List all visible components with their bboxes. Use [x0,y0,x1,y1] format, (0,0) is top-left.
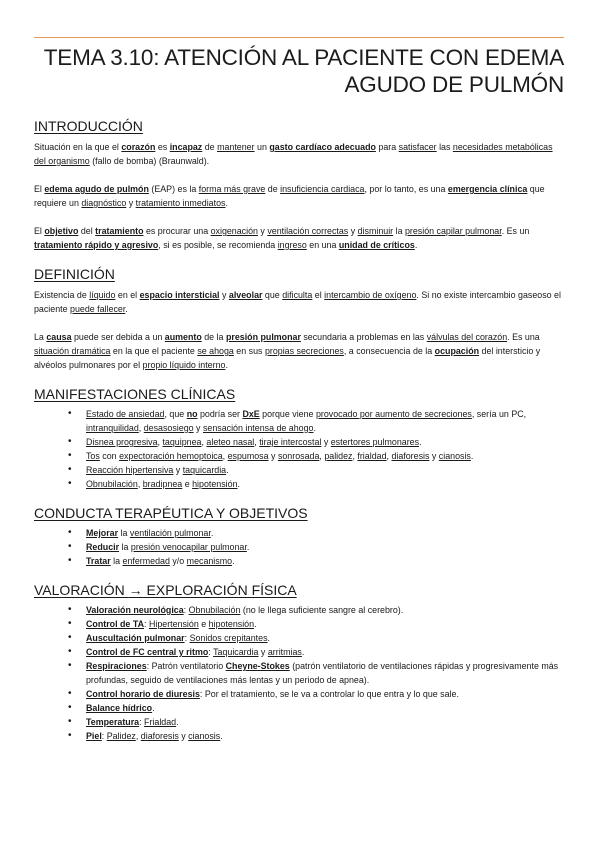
text-run: (fallo de bomba) (Braunwald). [89,156,210,166]
emphasis-text: objetivo [44,226,79,236]
emphasis-text: líquido [89,290,116,300]
emphasis-text: espacio intersticial [139,290,220,300]
emphasis-text: Disnea progresiva [86,437,158,447]
emphasis-text: enfermedad [122,556,170,566]
text-run: . Es un [501,226,530,236]
text-run: el [312,290,325,300]
text-run: , [138,423,144,433]
text-run: para [375,142,399,152]
text-run: Situación en la que el [34,142,122,152]
top-divider [34,37,564,38]
text-run: de [202,142,218,152]
text-run: las [436,142,453,152]
text-run: y [257,226,268,236]
text-run: puede ser debida a un [71,332,165,342]
emphasis-text: gasto cardíaco adecuado [269,142,376,152]
text-run: la [110,556,123,566]
text-run: es procurar una [143,226,211,236]
text-run: y [429,451,439,461]
emphasis-text: válvulas del corazón [426,332,508,342]
text-run: y [348,226,358,236]
list-item [86,449,564,463]
text-run: . [210,528,214,538]
text-run: , [157,437,163,447]
emphasis-text: ingreso [277,240,307,250]
text-run: : Patrón ventilatorio [146,661,226,671]
emphasis-text: Cheyne-Stokes [225,661,290,671]
text-run: y [258,647,268,657]
text-run: (patrón ventilatorio de ventilaciones rápidas y progresivamente más profundas, seguido de ventilaciones más lentas y un periodo de apnea). [86,661,559,685]
text-run: , [386,451,392,461]
text-run: : [101,731,107,741]
emphasis-text: corazón [121,142,156,152]
emphasis-text: sensación intensa de ahogo [202,423,314,433]
emphasis-text: Valoración neurológica [86,605,184,615]
emphasis-text: Respiraciones [86,661,147,671]
emphasis-text: propio líquido interno [142,360,226,370]
text-run: , sería un PC, [471,409,527,419]
list-item [86,617,564,631]
definicion-paragraph-1 [34,288,564,316]
text-run: en el [115,290,140,300]
text-run: El [34,226,45,236]
emphasis-text: tratamiento inmediatos [135,198,226,208]
text-run: . [301,647,305,657]
emphasis-text: oxigenación [210,226,258,236]
text-run: e [182,479,193,489]
text-run: La [34,332,47,342]
section-heading-introduccion: INTRODUCCIÓN [34,118,143,134]
emphasis-text: provocado por aumento de secreciones [315,409,472,419]
emphasis-text: hipotensión [208,619,255,629]
list-item [86,477,564,491]
emphasis-text: no [186,409,198,419]
text-run: un [254,142,270,152]
emphasis-text: arritmias [267,647,302,657]
text-run: (no le llega suficiente sangre al cerebro). [240,605,404,615]
text-run: y [219,290,229,300]
list-item [86,554,564,568]
emphasis-text: Control de FC central y ritmo [86,647,209,657]
emphasis-text: Sonidos crepitantes [189,633,268,643]
text-run: la [119,542,131,552]
text-run: : [208,647,214,657]
text-run: secundaria a problemas en las [300,332,427,342]
emphasis-text: diaforesis [140,731,179,741]
section-heading-manifestaciones: MANIFESTACIONES CLÍNICAS [34,386,236,402]
emphasis-text: situación dramática [34,346,111,356]
text-run: , [319,451,325,461]
text-run: . [254,619,257,629]
text-run: en sus [233,346,265,356]
emphasis-text: Control de TA [86,619,145,629]
manifestaciones-list [34,407,564,491]
text-run: . [414,240,418,250]
emphasis-text: cianosis [188,731,221,741]
valoracion-heading-part-b: EXPLORACIÓN FÍSICA [142,582,297,598]
emphasis-text: Reducir [86,542,120,552]
text-run: y [126,198,136,208]
text-run: (EAP) es la [148,184,199,194]
text-run: , [352,451,358,461]
emphasis-text: diaforesis [391,451,430,461]
page-title [34,0,564,98]
text-run: en la que el paciente [110,346,198,356]
emphasis-text: ocupación [434,346,480,356]
valoracion-heading-part-a: VALORACIÓN [34,582,129,598]
emphasis-text: incapaz [169,142,203,152]
text-run: porque viene [259,409,316,419]
section-valoracion [34,582,564,743]
emphasis-text: Estado de ansiedad [86,409,165,419]
text-run: , [201,437,207,447]
text-run: . [237,479,240,489]
emphasis-text: puede fallecer [70,304,126,314]
emphasis-text: diagnóstico [81,198,127,208]
conducta-list [34,526,564,568]
text-run: y [193,423,203,433]
text-run: la [118,528,130,538]
list-item [86,687,564,701]
section-heading-conducta: CONDUCTA TERAPÉUTICA Y OBJETIVOS [34,505,308,521]
emphasis-text: mecanismo [186,556,233,566]
emphasis-text: aumento [164,332,202,342]
emphasis-text: Frialdad [144,717,177,727]
intro-paragraph-1 [34,140,564,168]
list-item [86,659,564,687]
title-line-1: TEMA 3.10: ATENCIÓN AL PACIENTE CON EDEMA [43,45,564,70]
emphasis-text: expectoración hemoptoica [119,451,223,461]
text-run: y [178,731,189,741]
text-run: . [225,360,228,370]
text-run: y [321,437,331,447]
section-introduccion [34,118,564,252]
emphasis-text: se ahoga [197,346,234,356]
text-run: e [198,619,209,629]
emphasis-text: insuficiencia cardiaca [280,184,365,194]
emphasis-text: Hipertensión [148,619,199,629]
emphasis-text: Mejorar [86,528,119,538]
text-run: y [173,465,183,475]
text-run: del intersticio y alvéolos pulmonares por el [34,346,541,370]
text-run: : Por el tratamiento, se le va a controlar lo que entra y lo que sale. [199,689,459,699]
intro-paragraph-2 [34,182,564,210]
text-run: . [225,198,228,208]
list-item [86,463,564,477]
section-heading-definicion: DEFINICIÓN [34,266,115,282]
text-run: , que [164,409,187,419]
arrow-right-icon: → [128,582,143,598]
emphasis-text: DxE [242,409,260,419]
text-run: podría ser [197,409,243,419]
emphasis-text: dificulta [282,290,313,300]
section-heading-valoracion [34,582,564,599]
text-run: que [262,290,283,300]
text-run: . [419,437,422,447]
section-manifestaciones [34,386,564,491]
emphasis-text: causa [46,332,72,342]
text-run: , [222,451,228,461]
intro-paragraph-3 [34,224,564,252]
emphasis-text: Balance hídrico [86,703,153,713]
emphasis-text: frialdad [357,451,387,461]
emphasis-text: bradipnea [142,479,183,489]
text-run: . [152,703,155,713]
emphasis-text: Temperatura [86,717,140,727]
valoracion-list [34,603,564,743]
text-run: : [139,717,145,727]
text-run: . [125,304,128,314]
text-run: . Si no existe intercambio gaseoso el paciente [34,290,561,314]
list-item [86,603,564,617]
emphasis-text: tiraje intercostal [259,437,322,447]
emphasis-text: Taquicardia [213,647,259,657]
emphasis-text: desasosiego [143,423,194,433]
list-item [86,715,564,729]
emphasis-text: Tos [86,451,100,461]
emphasis-text: Reacción hipertensiva [86,465,174,475]
text-run: , a consecuencia de la [343,346,435,356]
text-run: . [232,556,235,566]
definicion-paragraph-2 [34,330,564,372]
text-run: . [246,542,250,552]
emphasis-text: Control horario de diuresis [86,689,200,699]
text-run: . Es una [507,332,540,342]
text-run: , por lo tanto, es una [364,184,448,194]
emphasis-text: palidez [324,451,353,461]
section-conducta [34,505,564,568]
emphasis-text: Palidez [106,731,136,741]
emphasis-text: intranquilidad [86,423,139,433]
text-run: . [313,423,316,433]
emphasis-text: hipotensión [192,479,238,489]
text-run: , [254,437,260,447]
emphasis-text: taquicardia [182,465,227,475]
emphasis-text: mantener [217,142,255,152]
emphasis-text: Obnubilación [86,479,138,489]
text-run: : [183,605,189,615]
list-item [86,540,564,554]
text-run: : [184,633,190,643]
text-run: en una [306,240,339,250]
emphasis-text: presión venocapilar pulmonar [130,542,247,552]
text-run: y/o [169,556,187,566]
text-run: la [393,226,405,236]
text-run: . [176,717,179,727]
text-run: . [267,633,270,643]
list-item [86,526,564,540]
emphasis-text: espumosa [227,451,269,461]
emphasis-text: aleteo nasal [206,437,255,447]
text-run: con [99,451,120,461]
emphasis-text: tratamiento [95,226,144,236]
emphasis-text: satisfacer [398,142,437,152]
emphasis-text: Tratar [86,556,111,566]
emphasis-text: cianosis [438,451,471,461]
emphasis-text: emergencia clínica [447,184,528,194]
emphasis-text: alveolar [228,290,263,300]
emphasis-text: ventilación pulmonar [129,528,211,538]
emphasis-text: Auscultación pulmonar [86,633,185,643]
text-run: de [265,184,281,194]
emphasis-text: presión pulmonar [225,332,301,342]
emphasis-text: edema agudo de pulmón [44,184,149,194]
emphasis-text: disminuir [357,226,394,236]
text-run: , [135,731,141,741]
list-item [86,645,564,659]
emphasis-text: intercambio de oxígeno [324,290,417,300]
list-item [86,435,564,449]
text-run: de la [201,332,226,342]
emphasis-text: estertores pulmonares [330,437,420,447]
emphasis-text: necesidades metabólicas del organismo [34,142,553,166]
text-run: El [34,184,45,194]
title-line-2: AGUDO DE PULMÓN [344,72,564,97]
emphasis-text: propias secreciones [264,346,344,356]
list-item [86,729,564,743]
text-run: , [137,479,143,489]
text-run: . [220,731,223,741]
text-run: , si es posible, se recomienda [158,240,278,250]
text-run: del [78,226,96,236]
emphasis-text: taquipnea [162,437,202,447]
text-run: que requiere un [34,184,545,208]
emphasis-text: sonrosada [277,451,320,461]
text-run: Existencia de [34,290,90,300]
emphasis-text: ventilación correctas [267,226,349,236]
emphasis-text: tratamiento rápido y agresivo [34,240,159,250]
section-definicion [34,266,564,372]
text-run: . [226,465,229,475]
emphasis-text: presión capilar pulmonar [404,226,502,236]
text-run: y [268,451,278,461]
emphasis-text: Piel [86,731,102,741]
list-item [86,701,564,715]
list-item [86,631,564,645]
text-run: es [155,142,170,152]
list-item [86,407,564,435]
text-run: . [470,451,474,461]
text-run: : [144,619,149,629]
emphasis-text: Obnubilación [188,605,241,615]
emphasis-text: forma más grave [198,184,266,194]
emphasis-text: unidad de críticos [338,240,415,250]
